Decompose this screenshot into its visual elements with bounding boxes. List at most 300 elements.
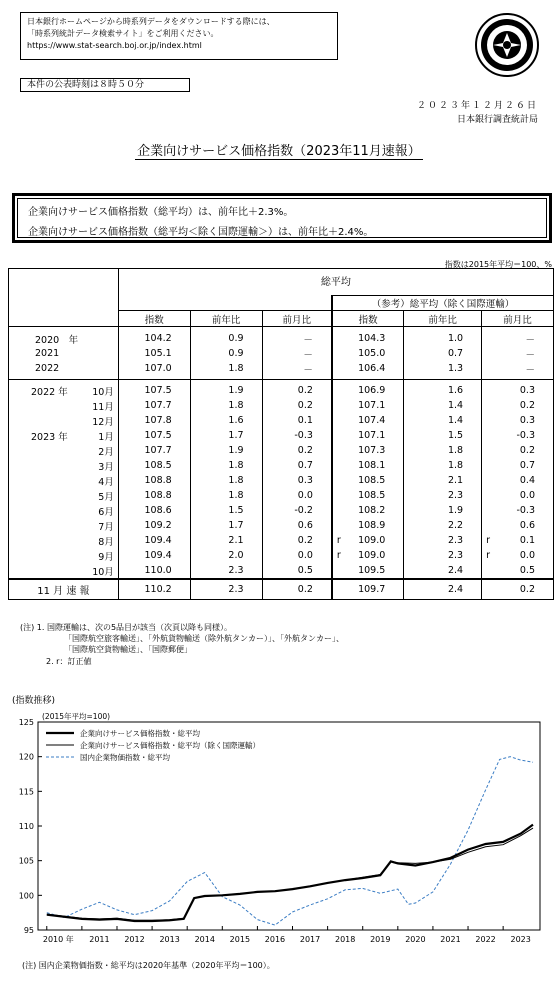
value-index-ex-text: 108.1 [358, 460, 386, 471]
x-tick-label: 2011 [89, 935, 110, 944]
value-yoy [190, 503, 262, 518]
value-mom-ex-text: － [525, 349, 535, 361]
table-row-month [9, 533, 554, 548]
row-month: 10月 [92, 386, 114, 398]
value-mom-ex [482, 346, 554, 361]
row-label [9, 383, 119, 398]
row-label [9, 458, 119, 473]
value-index-text: 107.7 [144, 400, 172, 411]
y-tick-label: 110 [18, 822, 34, 831]
col-mom-2: 前月比 [482, 311, 554, 327]
page-title: 企業向けサービス価格指数（2023年11月速報） [137, 144, 421, 159]
value-mom-ex [482, 428, 554, 443]
value-mom [262, 518, 332, 533]
value-mom-ex [482, 503, 554, 518]
value-mom [262, 383, 332, 398]
table-row-month [9, 458, 554, 473]
value-index-ex [332, 398, 404, 413]
value-mom-ex [482, 413, 554, 428]
value-index-ex [332, 563, 404, 579]
table-row-annual [9, 361, 554, 376]
release-time: 本件の公表時刻は８時５０分 [20, 78, 190, 92]
value-mom-ex-text: -0.3 [516, 430, 535, 441]
row-label [9, 533, 119, 548]
value-mom-text: 0.0 [297, 550, 313, 561]
value-mom-text: － [303, 334, 313, 346]
chart-subtitle: (2015年平均=100) [42, 712, 111, 721]
value-mom-ex [482, 488, 554, 503]
x-tick-label: 2022 [475, 935, 496, 944]
value-yoy-ex-text: 2.3 [447, 490, 464, 501]
row-label: 2020 年 [9, 331, 119, 346]
value-yoy-ex [404, 563, 482, 579]
col-yoy-2: 前年比 [404, 311, 482, 327]
value-mom-ex-text: 0.1 [519, 535, 535, 546]
value-yoy-ex [404, 533, 482, 548]
value-yoy-ex [404, 473, 482, 488]
value-yoy-text: 1.7 [228, 520, 244, 531]
value-yoy-ex [404, 579, 482, 600]
value-mom-text: － [303, 349, 313, 361]
value-mom-text: -0.2 [294, 505, 313, 516]
value-mom-ex [482, 383, 554, 398]
value-index-ex-text: 109.7 [358, 584, 386, 595]
value-index-text: 108.6 [144, 505, 172, 516]
y-tick-label: 100 [18, 891, 34, 901]
value-yoy [190, 428, 262, 443]
value-mom [262, 473, 332, 488]
value-index-ex [332, 458, 404, 473]
value-index-ex-text: 107.3 [358, 445, 386, 456]
value-index-ex [332, 383, 404, 398]
revision-mark: r [336, 535, 341, 546]
value-yoy [190, 563, 262, 579]
value-index-text: 108.5 [144, 460, 172, 471]
value-yoy-ex-text: 1.8 [447, 460, 464, 471]
value-yoy-ex [404, 458, 482, 473]
col-index-2: 指数 [332, 311, 404, 327]
value-yoy-ex-text: 2.3 [447, 550, 464, 561]
value-yoy [190, 346, 262, 361]
value-yoy-ex [404, 331, 482, 346]
value-yoy [190, 533, 262, 548]
value-yoy-text: 1.8 [228, 490, 244, 501]
value-index-text: 105.1 [144, 348, 172, 359]
value-yoy-ex [404, 548, 482, 563]
value-index-ex-text: 107.1 [358, 430, 386, 441]
value-yoy [190, 473, 262, 488]
row-label [9, 473, 119, 488]
revision-mark: r [486, 550, 490, 561]
value-mom-ex-text: 0.3 [519, 385, 535, 396]
value-yoy-text: 1.9 [228, 445, 244, 456]
row-label: 2021 [9, 346, 119, 361]
table-row-month [9, 443, 554, 458]
row-label [9, 563, 119, 579]
value-yoy [190, 398, 262, 413]
row-label [9, 413, 119, 428]
value-index-ex [332, 443, 404, 458]
value-index-text: 110.0 [144, 565, 172, 576]
value-index [118, 579, 190, 600]
table-row-month [9, 473, 554, 488]
value-mom [262, 579, 332, 600]
value-mom [262, 563, 332, 579]
value-index-ex-text: 104.3 [358, 333, 386, 344]
value-index [118, 533, 190, 548]
value-index-ex [332, 331, 404, 346]
value-mom-text: － [303, 364, 313, 376]
value-index-ex-text: 109.0 [358, 535, 386, 546]
summary-box [12, 193, 552, 243]
note-1c: 「国際航空貨物輸送」、「国際郵便」 [64, 645, 192, 654]
download-notice [20, 12, 338, 60]
value-yoy-text: 1.8 [228, 400, 244, 411]
value-mom [262, 398, 332, 413]
value-mom-ex-text: 0.2 [519, 400, 535, 411]
col-mom-1: 前月比 [262, 311, 332, 327]
value-yoy-ex-text: 1.6 [447, 385, 464, 396]
value-index [118, 428, 190, 443]
value-mom [262, 548, 332, 563]
value-mom-text: 0.2 [297, 400, 313, 411]
value-index-text: 108.8 [144, 490, 172, 501]
chart-footnote: (注) 国内企業物価指数・総平均は2020年基準（2020年平均＝100）。 [22, 961, 275, 970]
value-mom [262, 361, 332, 376]
value-index-text: 107.0 [144, 363, 172, 374]
value-index-ex-text: 105.0 [358, 348, 386, 359]
row-label [9, 443, 119, 458]
row-year: 2023 年 [31, 431, 68, 443]
value-mom-ex-text: -0.3 [516, 505, 535, 516]
value-mom [262, 428, 332, 443]
value-index-text: 107.8 [144, 415, 172, 426]
value-mom-ex-text: 0.7 [519, 460, 535, 471]
row-month: 6月 [98, 506, 114, 518]
row-month: 4月 [98, 476, 114, 488]
value-mom-text: 0.2 [297, 385, 313, 396]
legend-label-1: 企業向けサービス価格指数・総平均（除く国際運輸） [80, 741, 260, 750]
x-tick-label: 2016 [264, 935, 286, 944]
value-index [118, 458, 190, 473]
value-index-ex-text: 108.9 [358, 520, 386, 531]
value-index-text: 110.2 [144, 584, 172, 595]
value-index-text: 109.2 [144, 520, 172, 531]
value-index [118, 413, 190, 428]
value-yoy-ex-text: 2.4 [447, 584, 464, 595]
value-index-ex-text: 107.4 [358, 415, 386, 426]
chart-heading: (指数推移) [12, 696, 56, 706]
value-mom-text: 0.7 [297, 460, 313, 471]
table-row-month [9, 503, 554, 518]
value-mom-ex-text: 0.5 [519, 565, 535, 576]
legend-label-2: 国内企業物価指数・総平均 [80, 753, 170, 762]
value-yoy-ex-text: 1.4 [447, 400, 464, 411]
x-tick-label: 2012 [124, 935, 145, 944]
value-mom-text: 0.3 [297, 475, 313, 486]
table-row-month [9, 398, 554, 413]
value-yoy [190, 443, 262, 458]
value-index-text: 108.8 [144, 475, 172, 486]
value-yoy [190, 361, 262, 376]
note-2: 2. r：訂正値 [46, 657, 92, 666]
value-yoy-ex-text: 1.5 [447, 430, 464, 441]
value-yoy-ex [404, 428, 482, 443]
value-yoy [190, 458, 262, 473]
value-index-ex-text: 106.9 [358, 385, 386, 396]
value-index-text: 104.2 [144, 333, 172, 344]
value-yoy-ex [404, 488, 482, 503]
row-month: 10月 [92, 566, 114, 578]
table-row-month [9, 518, 554, 533]
note-1a: (注) 1. 国際運輸は、次の5品目が該当（次頁以降も同様）。 [20, 623, 233, 632]
x-tick-label: 2020 [405, 935, 426, 944]
value-mom [262, 443, 332, 458]
y-tick-label: 105 [18, 856, 34, 866]
value-mom [262, 458, 332, 473]
table-row-annual [9, 331, 554, 346]
value-yoy [190, 488, 262, 503]
y-tick-label: 115 [18, 787, 34, 797]
row-label [9, 503, 119, 518]
y-tick-label: 125 [18, 718, 34, 727]
value-mom-ex-text: － [525, 334, 535, 346]
value-mom-ex-text: 0.6 [519, 520, 535, 531]
notice-url[interactable]: https://www.stat-search.boj.or.jp/index.html [27, 41, 202, 50]
value-yoy [190, 331, 262, 346]
value-mom-ex [482, 533, 554, 548]
value-mom-text: 0.2 [297, 584, 313, 595]
value-mom-ex [482, 518, 554, 533]
value-yoy-ex [404, 383, 482, 398]
value-mom-ex [482, 473, 554, 488]
value-mom-ex [482, 548, 554, 563]
value-index [118, 518, 190, 533]
value-yoy-ex [404, 361, 482, 376]
summary-line-1: 企業向けサービス価格指数（総平均）は、前年比＋2.3%。 [28, 207, 294, 218]
row-month: 5月 [98, 491, 114, 503]
row-label [9, 428, 119, 443]
value-yoy-ex-text: 1.9 [447, 505, 464, 516]
table-row-month [9, 563, 554, 579]
value-index [118, 488, 190, 503]
row-label [9, 548, 119, 563]
value-yoy-text: 2.3 [228, 584, 244, 595]
value-yoy-text: 1.5 [228, 505, 244, 516]
value-index-ex-text: 108.5 [358, 475, 386, 486]
value-index-ex [332, 361, 404, 376]
value-yoy-ex-text: 2.1 [447, 475, 464, 486]
x-tick-label: 2019 [370, 935, 391, 944]
value-yoy [190, 383, 262, 398]
value-mom [262, 503, 332, 518]
x-tick-label: 2023 [510, 935, 531, 944]
release-date: ２０２３年１２月２６日 [416, 101, 538, 111]
value-yoy [190, 518, 262, 533]
value-mom-text: 0.2 [297, 445, 313, 456]
value-index-ex [332, 473, 404, 488]
value-index-ex-text: 107.1 [358, 400, 386, 411]
value-yoy-ex-text: 2.4 [447, 565, 464, 576]
value-mom-ex [482, 331, 554, 346]
value-yoy-ex [404, 443, 482, 458]
value-yoy-text: 0.9 [228, 333, 244, 344]
x-tick-label: 2010 年 [42, 935, 74, 944]
value-mom-ex-text: 0.2 [519, 584, 535, 595]
row-month: 7月 [98, 521, 114, 533]
value-yoy-text: 2.1 [228, 535, 244, 546]
value-index-ex-text: 108.5 [358, 490, 386, 501]
value-index-ex-text: 108.2 [358, 505, 386, 516]
col-yoy-1: 前年比 [190, 311, 262, 327]
value-mom-text: 0.0 [297, 490, 313, 501]
row-month: 9月 [98, 551, 114, 563]
value-index-ex [332, 533, 404, 548]
x-tick-label: 2014 [194, 935, 215, 944]
row-label [9, 518, 119, 533]
value-yoy-text: 1.7 [228, 430, 244, 441]
value-index [118, 331, 190, 346]
group-all-header: 総平均 [118, 269, 553, 296]
value-index-ex [332, 518, 404, 533]
value-index [118, 563, 190, 579]
value-index [118, 503, 190, 518]
value-mom-ex [482, 563, 554, 579]
value-yoy [190, 579, 262, 600]
table-row-month [9, 488, 554, 503]
row-month: 8月 [98, 536, 114, 548]
row-month: 2月 [98, 446, 114, 458]
value-yoy-ex-text: 2.3 [447, 535, 464, 546]
value-mom-ex-text: 0.0 [519, 550, 535, 561]
table-row-month [9, 383, 554, 398]
value-mom-ex [482, 458, 554, 473]
department: 日本銀行調査統計局 [456, 115, 538, 125]
revision-mark: r [336, 550, 341, 561]
value-index-ex-text: 109.0 [358, 550, 386, 561]
index-chart [0, 708, 558, 948]
value-yoy [190, 413, 262, 428]
row-month: 12月 [92, 416, 114, 428]
value-mom-ex [482, 443, 554, 458]
value-index-text: 109.4 [144, 535, 172, 546]
x-tick-label: 2017 [299, 935, 321, 944]
value-yoy-ex-text: 0.7 [447, 348, 464, 359]
value-mom-ex-text: 0.0 [519, 490, 535, 501]
value-yoy-text: 1.8 [228, 460, 244, 471]
x-tick-label: 2015 [229, 935, 251, 944]
col-index-1: 指数 [118, 311, 190, 327]
row-label-header [9, 269, 119, 327]
value-mom-ex-text: 0.4 [519, 475, 535, 486]
table-row-month [9, 548, 554, 563]
table-row-flash [9, 579, 554, 600]
table-row-annual [9, 346, 554, 361]
value-mom-ex-text: 0.2 [519, 445, 535, 456]
value-index [118, 398, 190, 413]
row-label [9, 488, 119, 503]
value-index-ex [332, 488, 404, 503]
row-month: 11月 [92, 401, 114, 413]
value-yoy-ex [404, 503, 482, 518]
value-mom-ex-text: 0.3 [519, 415, 535, 426]
summary-line-2: 企業向けサービス価格指数（総平均＜除く国際運輸＞）は、前年比＋2.4%。 [28, 227, 374, 238]
value-mom-ex [482, 579, 554, 600]
value-yoy-text: 2.0 [228, 550, 244, 561]
index-table [8, 268, 554, 600]
value-yoy-ex [404, 413, 482, 428]
value-yoy-text: 1.8 [228, 363, 244, 374]
row-month: 3月 [98, 461, 114, 473]
value-yoy [190, 548, 262, 563]
notice-line-2: 「時系列統計データ検索サイト」をご利用ください。 [27, 29, 219, 38]
value-yoy-text: 1.6 [228, 415, 244, 426]
value-yoy-ex-text: 1.3 [447, 363, 464, 374]
value-index-text: 107.5 [144, 385, 172, 396]
boj-seal-icon [474, 12, 540, 78]
legend-label-0: 企業向けサービス価格指数・総平均 [80, 729, 200, 738]
value-mom [262, 413, 332, 428]
value-yoy-ex-text: 1.4 [447, 415, 464, 426]
value-index-text: 109.4 [144, 550, 172, 561]
note-1b: 「国際航空旅客輸送」、「外航貨物輸送（除外航タンカー）」、「外航タンカー」、 [64, 634, 344, 643]
row-label [9, 398, 119, 413]
value-mom-ex-text: － [525, 364, 535, 376]
row-label: 2022 [9, 361, 119, 376]
value-index [118, 443, 190, 458]
value-index-ex [332, 413, 404, 428]
unit-note: 指数は2015年平均＝100、% [444, 260, 552, 269]
value-yoy-text: 0.9 [228, 348, 244, 359]
table-row-month [9, 428, 554, 443]
y-tick-label: 120 [18, 752, 34, 762]
value-index [118, 383, 190, 398]
value-yoy-ex [404, 518, 482, 533]
value-yoy-ex-text: 1.8 [447, 445, 464, 456]
row-month: 1月 [98, 431, 114, 443]
value-yoy-text: 1.8 [228, 475, 244, 486]
value-index-ex [332, 346, 404, 361]
value-index-ex [332, 579, 404, 600]
value-yoy-text: 2.3 [228, 565, 244, 576]
value-index-ex-text: 109.5 [358, 565, 386, 576]
value-index-text: 107.7 [144, 445, 172, 456]
value-mom [262, 488, 332, 503]
revision-mark: r [486, 535, 490, 546]
value-mom [262, 331, 332, 346]
value-index [118, 361, 190, 376]
value-index-ex-text: 106.4 [358, 363, 386, 374]
row-year: 2022 年 [31, 386, 68, 398]
value-index-ex [332, 503, 404, 518]
value-index [118, 473, 190, 488]
table-row-month [9, 413, 554, 428]
value-index-text: 107.5 [144, 430, 172, 441]
y-tick-label: 95 [23, 926, 34, 935]
x-tick-label: 2021 [440, 935, 461, 944]
value-mom-text: 0.2 [297, 535, 313, 546]
value-mom-text: 0.1 [297, 415, 313, 426]
value-mom [262, 533, 332, 548]
value-index-ex [332, 428, 404, 443]
value-mom-text: -0.3 [294, 430, 313, 441]
value-yoy-ex-text: 1.0 [447, 333, 464, 344]
value-mom-ex [482, 361, 554, 376]
notice-line-1: 日本銀行ホームページから時系列データをダウンロードする際には、 [27, 17, 275, 26]
value-yoy-text: 1.9 [228, 385, 244, 396]
value-yoy-ex [404, 346, 482, 361]
value-index [118, 548, 190, 563]
